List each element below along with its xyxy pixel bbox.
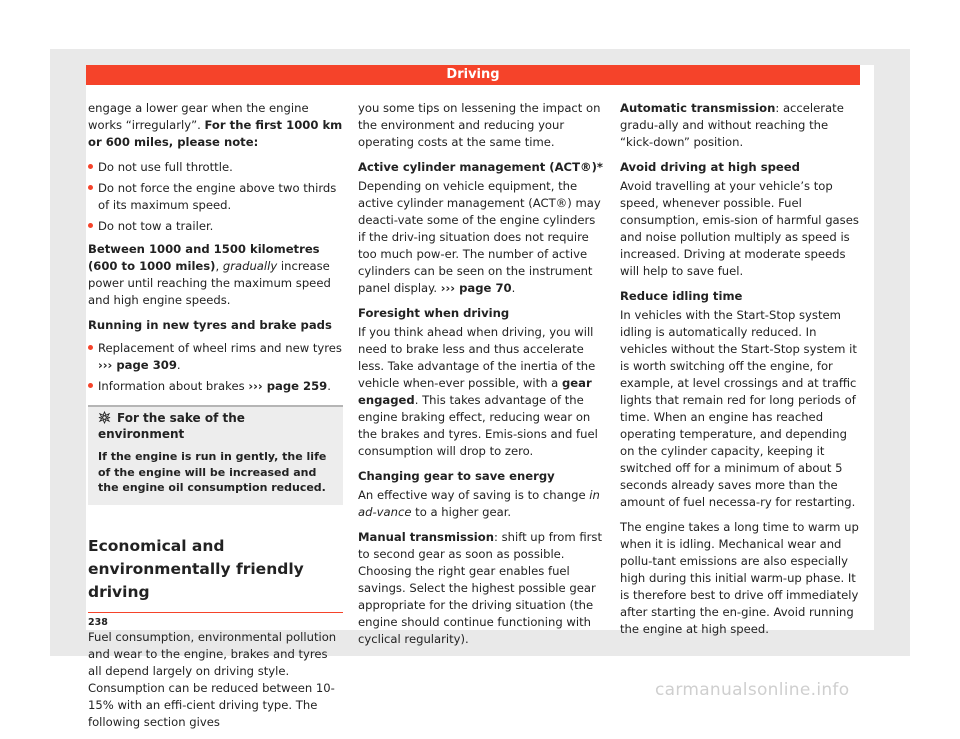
list-item: Information about brakes ››› page 259. <box>88 378 343 395</box>
speed-heading: Avoid driving at high speed <box>620 160 800 174</box>
leaf-icon <box>98 411 111 424</box>
idle-paragraph: In vehicles with the Start-Stop system idling is automatically reduced. In vehicles without the Start-Stop system it is worth switching off the engine, for example, at level crossings and at traffic lights that remain red for long periods of time. When an engine has reached operating temperature, and depending on the cylinder capacity, keeping it switched off for a minimum of about 5 seconds already saves more than the amount of fuel necessa-ry for restarting. <box>620 308 857 509</box>
bullet-icon <box>88 185 93 190</box>
warmup-paragraph: The engine takes a long time to warm up when it is idling. Mechanical wear and pollu-tant emissions are also especially high during this initial warm-up phase. It is therefore best to drive off immediately after starting the en-gine. Avoid running the engine at high speed. <box>620 520 859 636</box>
section-header: Driving <box>86 65 860 85</box>
gear-heading: Changing gear to save energy <box>358 469 555 483</box>
running-in-list <box>88 159 343 235</box>
column-2 <box>358 100 603 656</box>
tyres-list <box>88 340 343 395</box>
watermark: carmanualsonline.info <box>655 680 850 700</box>
manual-paragraph: Manual transmission: shift up from first to second gear as soon as possible. Choosing the right gear enables fuel savings. Select the highest possible gear appropriate for the driving situation (the engine should continue functioning with cyclical regularity). <box>358 530 603 646</box>
between-paragraph: Between 1000 and 1500 kilometres (600 to 1000 miles), gradually increase power until reaching the maximum speed and high engine speeds. <box>88 242 331 307</box>
tips-paragraph: you some tips on lessening the impact on the environment and reducing your operating costs at the same time. <box>358 101 601 149</box>
page-number: 238 <box>88 617 108 628</box>
foresight-paragraph: If you think ahead when driving, you will need to brake less and thus accelerate less. Take advantage of the inertia of the vehicle when-ever possible, with a gear engaged. This takes advantage of the engine braking effect, reducing wear on the brakes and tyres. Emis-sions and fuel consumption will drop to zero. <box>358 325 598 458</box>
act-heading: Active cylinder management (ACT®)* <box>358 160 603 174</box>
list-item: Do not tow a trailer. <box>88 218 343 235</box>
bullet-icon <box>88 383 93 388</box>
list-item: Do not force the engine above two thirds of its maximum speed. <box>88 180 343 214</box>
tyres-heading: Running in new tyres and brake pads <box>88 318 332 332</box>
environment-note-text: If the engine is run in gently, the life of the engine will be increased and the engine oil consumption reduced. <box>98 450 327 494</box>
act-paragraph: Depending on vehicle equipment, the active cylinder management (ACT®) may deacti-vate some of the engine cylinders if the driv-ing situation does not require too much pow-er. The number of active cylinders can be seen on the instrument panel display. ››› page 70. <box>358 179 601 295</box>
intro-paragraph: engage a lower gear when the engine works “irregularly”. For the first 1000 km or 600 miles, please note: <box>88 101 343 149</box>
bullet-icon <box>88 223 93 228</box>
page-reference-link[interactable]: ››› page 259 <box>248 379 328 393</box>
bullet-icon <box>88 164 93 169</box>
page-reference-link[interactable]: ››› page 309 <box>98 358 177 372</box>
column-1 <box>88 100 343 739</box>
environment-note-heading: For the sake of the environment <box>98 411 245 441</box>
page-reference-link[interactable]: ››› page 70 <box>440 281 512 295</box>
bullet-icon <box>88 345 93 350</box>
foresight-heading: Foresight when driving <box>358 306 510 320</box>
column-3 <box>620 100 860 646</box>
section-paragraph: Fuel consumption, environmental pollution and wear to the engine, brakes and tyres all depend largely on driving style. Consumption can be reduced between 10-15% with an effi-cient driving type. The following section gives <box>88 629 337 729</box>
automatic-paragraph: Automatic transmission: accelerate gradu-ally and without reaching the “kick-down” position. <box>620 101 844 149</box>
environment-note-box <box>88 405 343 505</box>
speed-paragraph: Avoid travelling at your vehicle’s top speed, whenever possible. Fuel consumption, emis-sion of harmful gases and noise pollution multiply as speed is increased. Driving at moderate speeds will help to save fuel. <box>620 179 859 278</box>
section-heading: Economical and environmentally friendly driving <box>88 535 343 613</box>
idle-heading: Reduce idling time <box>620 289 743 303</box>
list-item: Replacement of wheel rims and new tyres ››› page 309. <box>88 340 343 374</box>
list-item: Do not use full throttle. <box>88 159 343 176</box>
gear-paragraph: An effective way of saving is to change in ad-vance to a higher gear. <box>358 488 600 519</box>
